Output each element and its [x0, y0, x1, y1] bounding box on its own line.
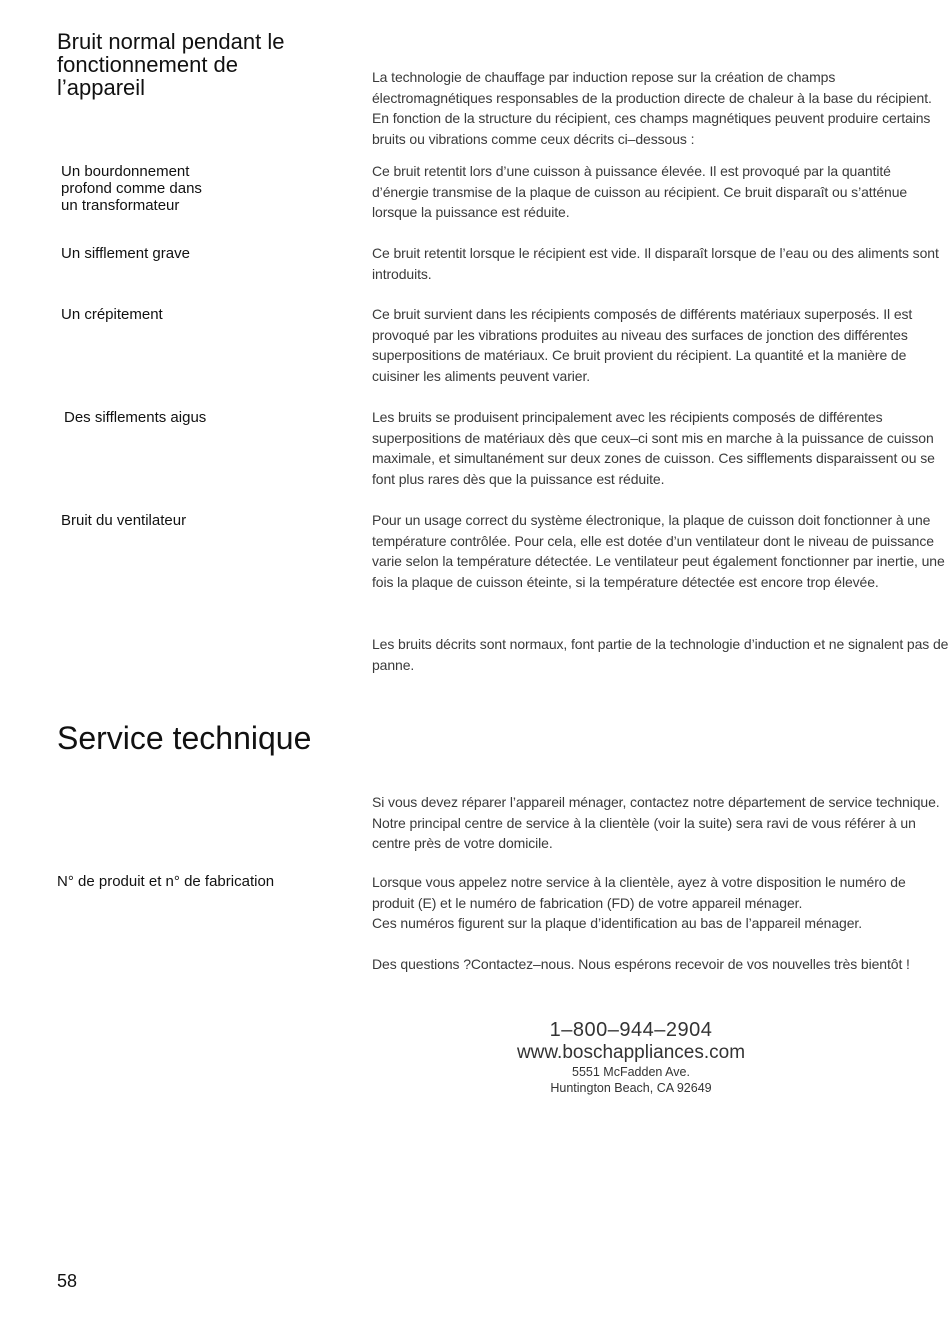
label-line: profond comme dans [61, 180, 202, 197]
product-number-text: Lorsque vous appelez notre service à la clientèle, ayez à votre disposition le numéro de produit (E) et le numéro de fabrication (FD) de votre appareil ménager. Ces numéros figurent sur la plaque d’identification au bas de l’appareil ménager. [372, 874, 906, 931]
section-title-service: Service technique [57, 720, 312, 756]
contact-website: www.boschappliances.com [516, 1042, 746, 1063]
section-title-noise [57, 30, 284, 99]
noise-label-crackle: Un crépitement [61, 306, 163, 323]
label-line: un transformateur [61, 197, 180, 214]
contact-address-line2: Huntington Beach, CA 92649 [550, 1081, 712, 1095]
noise-text-crackle: Ce bruit survient dans les récipients composés de différents matériaux superposés. Il est provoqué par les vibrations produites au niveau des surfaces de jonction des différentes superpositions de matériaux. Ce bruit provient du récipient. La quantité et la manière de cuisiner les aliments peuvent varier. [372, 306, 913, 384]
service-intro: Si vous devez réparer l’appareil ménager, contactez notre département de service technique. Notre principal centre de service à la clientèle (voir la suite) sera ravi de vous référer à un centre près de votre domicile. [372, 794, 940, 851]
contact-phone: 1–800–944–2904 [549, 1019, 713, 1041]
noise-label-hum [61, 163, 202, 214]
contact-block [372, 1018, 890, 1096]
title-line: Bruit normal pendant le [57, 29, 285, 54]
label-line: Un bourdonnement [61, 163, 190, 180]
noise-text-hum: Ce bruit retentit lors d’une cuisson à puissance élevée. Il est provoqué par la quantité d’énergie transmise de la plaque de cuisson au récipient. Ce bruit disparaît ou s’atténue lorsque la puissance est réduite. [372, 163, 908, 220]
contact-address-line1: 5551 McFadden Ave. [572, 1065, 690, 1079]
questions-text: Des questions ?Contactez–nous. Nous espérons recevoir de vos nouvelles très bientôt ! [372, 956, 910, 972]
title-line: l’appareil [57, 75, 146, 100]
noise-label-fan: Bruit du ventilateur [61, 512, 187, 529]
noise-text-fan: Pour un usage correct du système électronique, la plaque de cuisson doit fonctionner à une température contrôlée. Pour cela, elle est dotée d’un ventilateur dont le niveau de puissance varie selon la température détectée. Le ventilateur peut également fonctionner par inertie, une fois la plaque de cuisson éteinte, si la température détectée est encore trop élevée. [372, 512, 945, 590]
title-line: fonctionnement de [57, 52, 239, 77]
noise-label-high-whistle: Des sifflements aigus [64, 409, 207, 426]
noise-conclusion: Les bruits décrits sont normaux, font partie de la technologie d’induction et ne signalent pas de panne. [372, 636, 949, 673]
page-number: 58 [57, 1271, 78, 1291]
noise-text-low-whistle: Ce bruit retentit lorsque le récipient est vide. Il disparaît lorsque de l’eau ou des aliments sont introduits. [372, 245, 939, 282]
product-number-label: N° de produit et n° de fabrication [57, 873, 275, 890]
noise-label-low-whistle: Un sifflement grave [61, 245, 190, 262]
noise-intro: La technologie de chauffage par induction repose sur la création de champs électromagnétiques responsables de la production directe de chaleur à la base du récipient. En fonction de la structure du récipient, ces champs magnétiques peuvent produire certains bruits ou vibrations comme ceux décrits ci–dessous : [372, 69, 932, 147]
noise-text-high-whistle: Les bruits se produisent principalement avec les récipients composés de différentes superpositions de matériaux dès que ceux–ci sont mis en marche à la puissance de cuisson maximale, et simultanément sur deux zones de cuisson. Ces sifflements disparaissent ou se font plus rares dès que la puissance est réduite. [372, 409, 935, 487]
